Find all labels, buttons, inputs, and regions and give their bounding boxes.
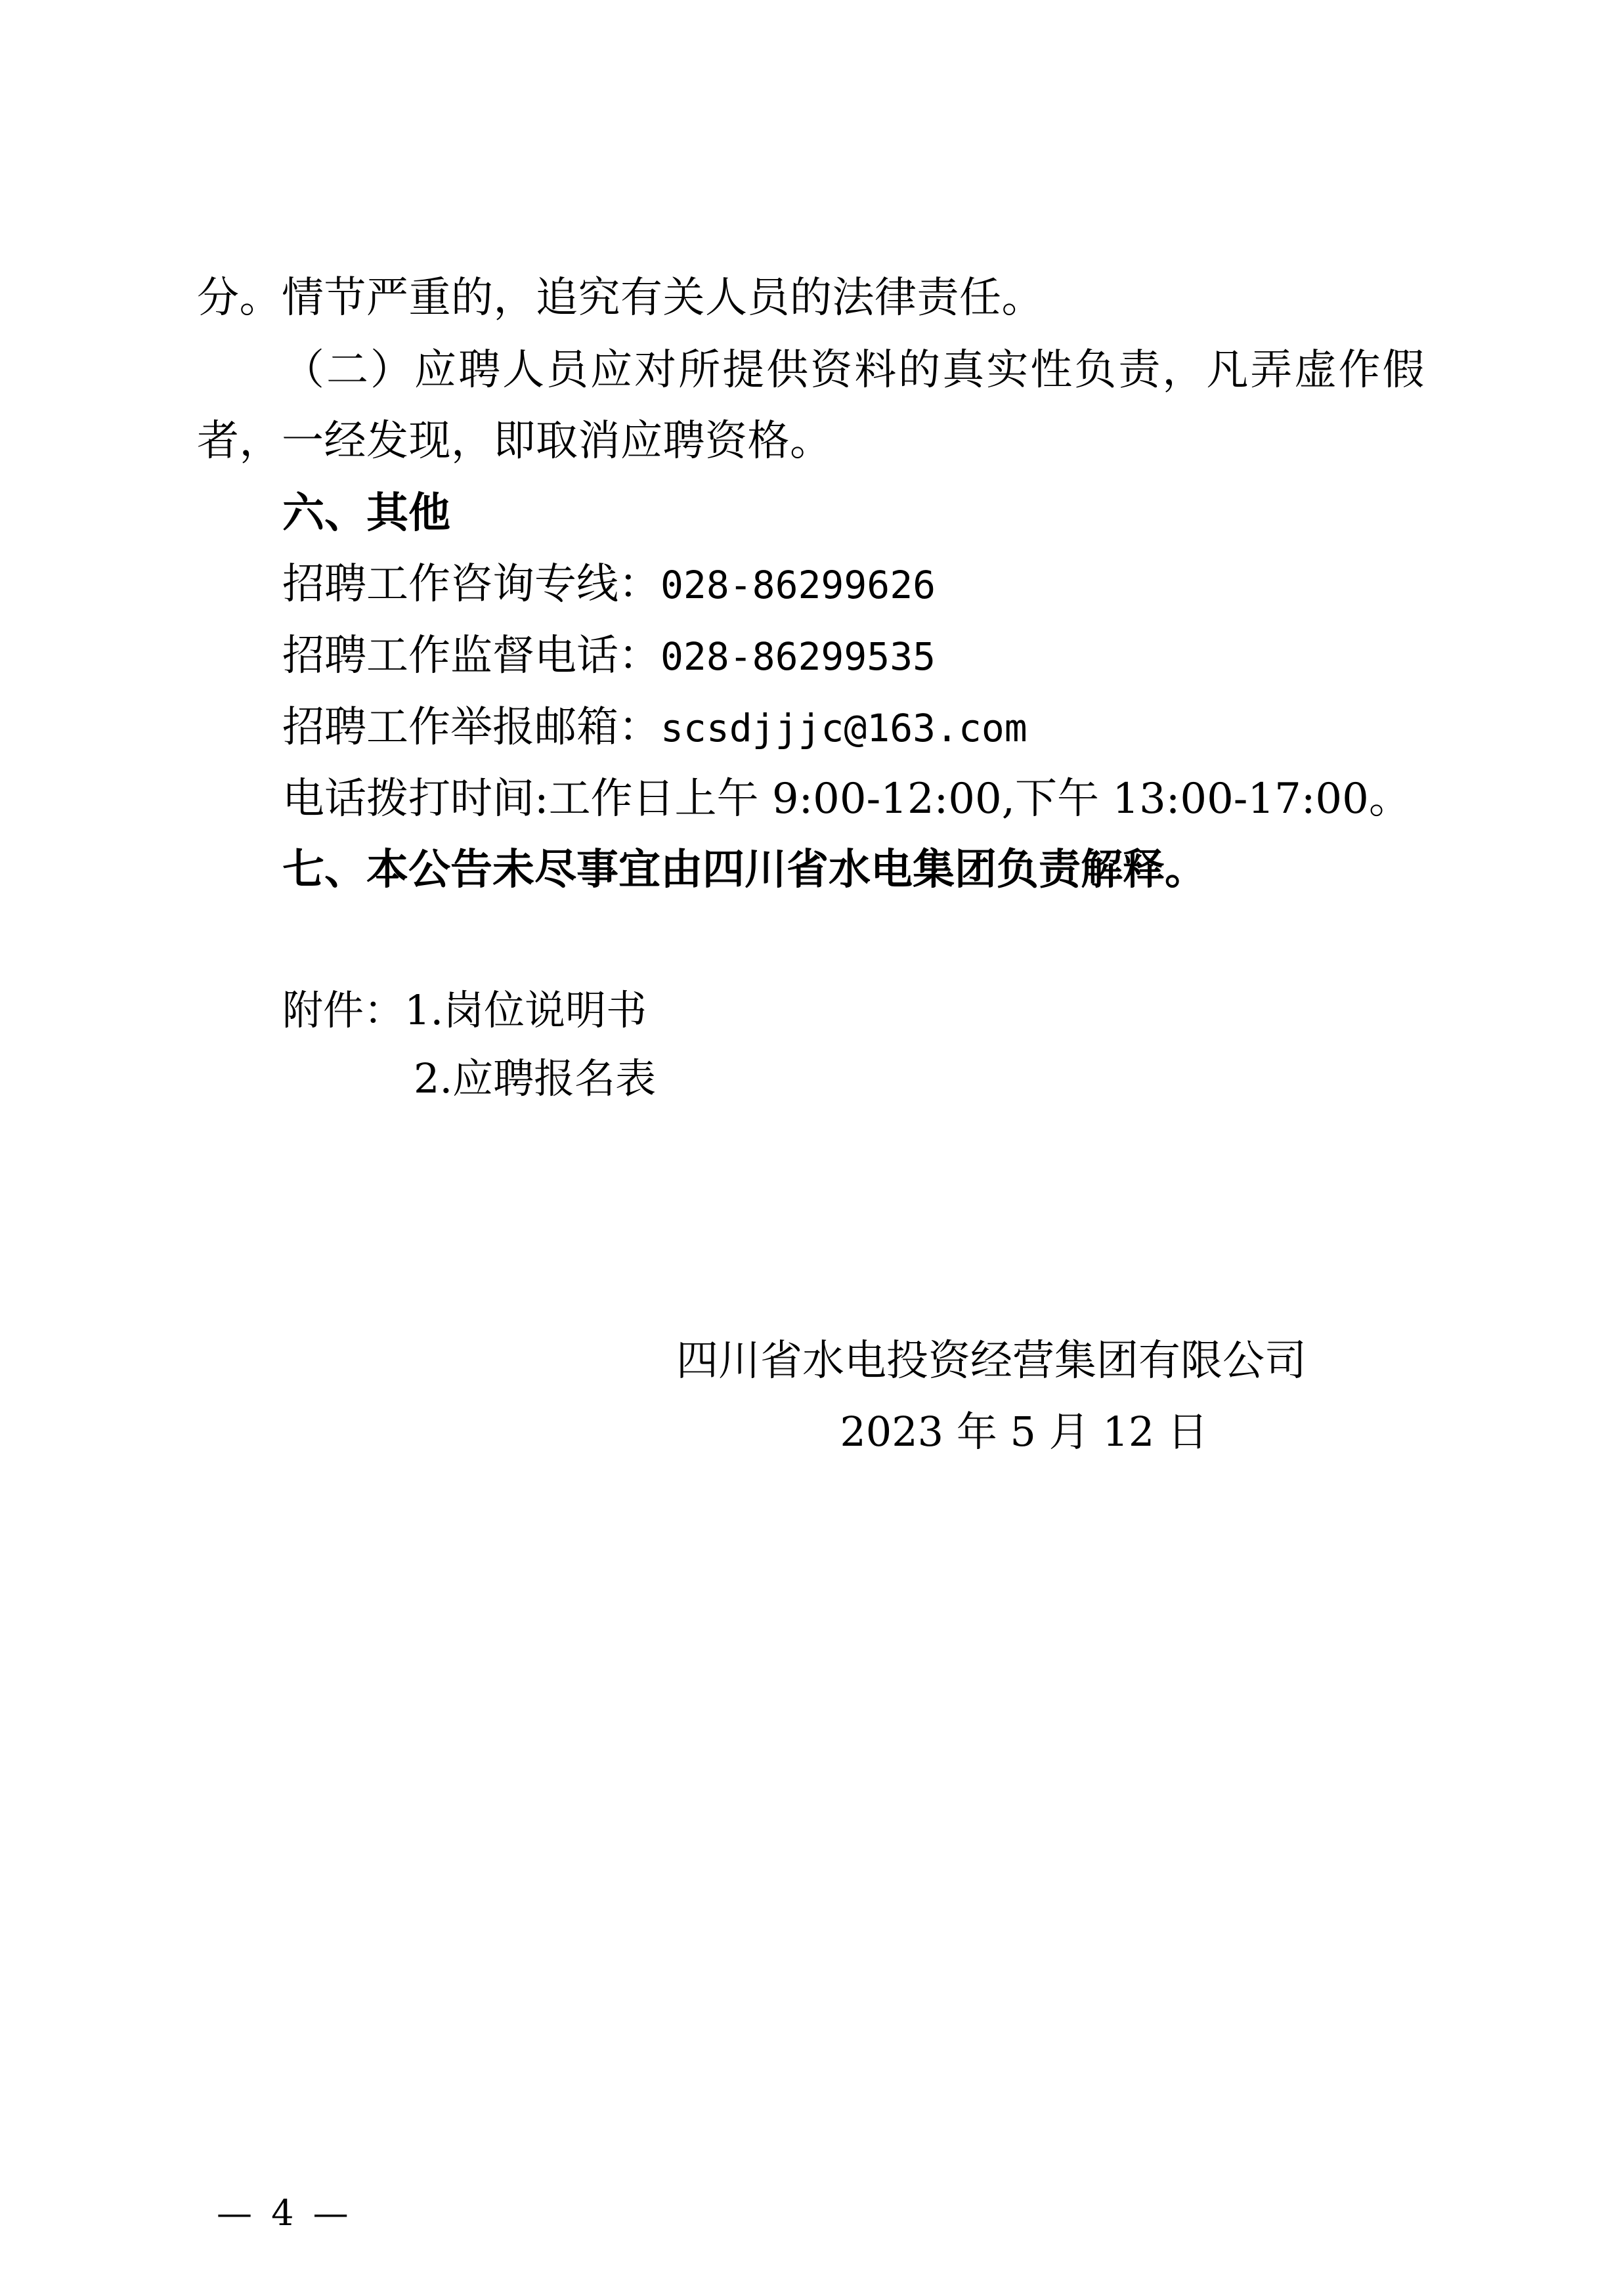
paragraph-continuation: 分。情节严重的，追究有关人员的法律责任。 (197, 274, 1044, 322)
heading-section-six: 六、其他 (282, 489, 450, 538)
contact-line-email (197, 692, 1425, 764)
contact-label-supervision: 招聘工作监督电话： (282, 632, 660, 680)
heading-seven-text: 本公告未尽事宜由四川省水电集团负责解释。 (366, 846, 1207, 894)
contact-value-consultation: 028-86299626 (660, 563, 936, 607)
paragraph-item-two: （二）应聘人员应对所提供资料的真实性负责，凡弄虚作假者，一经发现，即取消应聘资格。 (197, 346, 1425, 466)
attachments-label: 附件： (282, 986, 405, 1034)
attachment-item-2: 2.应聘报名表 (414, 1054, 657, 1102)
spacer-before-signature (197, 1113, 1425, 1255)
contact-label-consultation: 招聘工作咨询专线： (282, 560, 660, 609)
signature-organization: 四川省水电投资经营集团有限公司 (676, 1337, 1307, 1385)
attachments-line-first (197, 976, 1425, 1045)
spacer-before-attachments (197, 905, 1425, 976)
signature-date: 2023 年 5 月 12 日 (840, 1408, 1208, 1456)
attachment-item-2-line (197, 1045, 1425, 1113)
contact-value-email: scsdjjjc@163.com (660, 706, 1027, 750)
call-time-label: 电话拨打时间: (282, 775, 549, 823)
contact-label-email: 招聘工作举报邮箱： (282, 703, 660, 752)
contact-line-call-time (197, 764, 1425, 834)
contact-line-consultation (197, 549, 1425, 620)
heading-seven-prefix: 七、 (282, 846, 366, 894)
page-number: — 4 — (217, 2192, 353, 2234)
attachment-item-1: 1.岗位说明书 (404, 986, 647, 1034)
attachments-block (197, 976, 1425, 1113)
spacer-before-signature-2 (197, 1255, 1425, 1326)
contact-value-supervision: 028-86299535 (660, 634, 936, 679)
document-body (197, 263, 1425, 1467)
contact-line-supervision (197, 620, 1425, 692)
call-time-value: 工作日上午 9:00-12:00,下午 13:00-17:00。 (548, 775, 1411, 823)
heading-section-seven (197, 834, 1425, 905)
